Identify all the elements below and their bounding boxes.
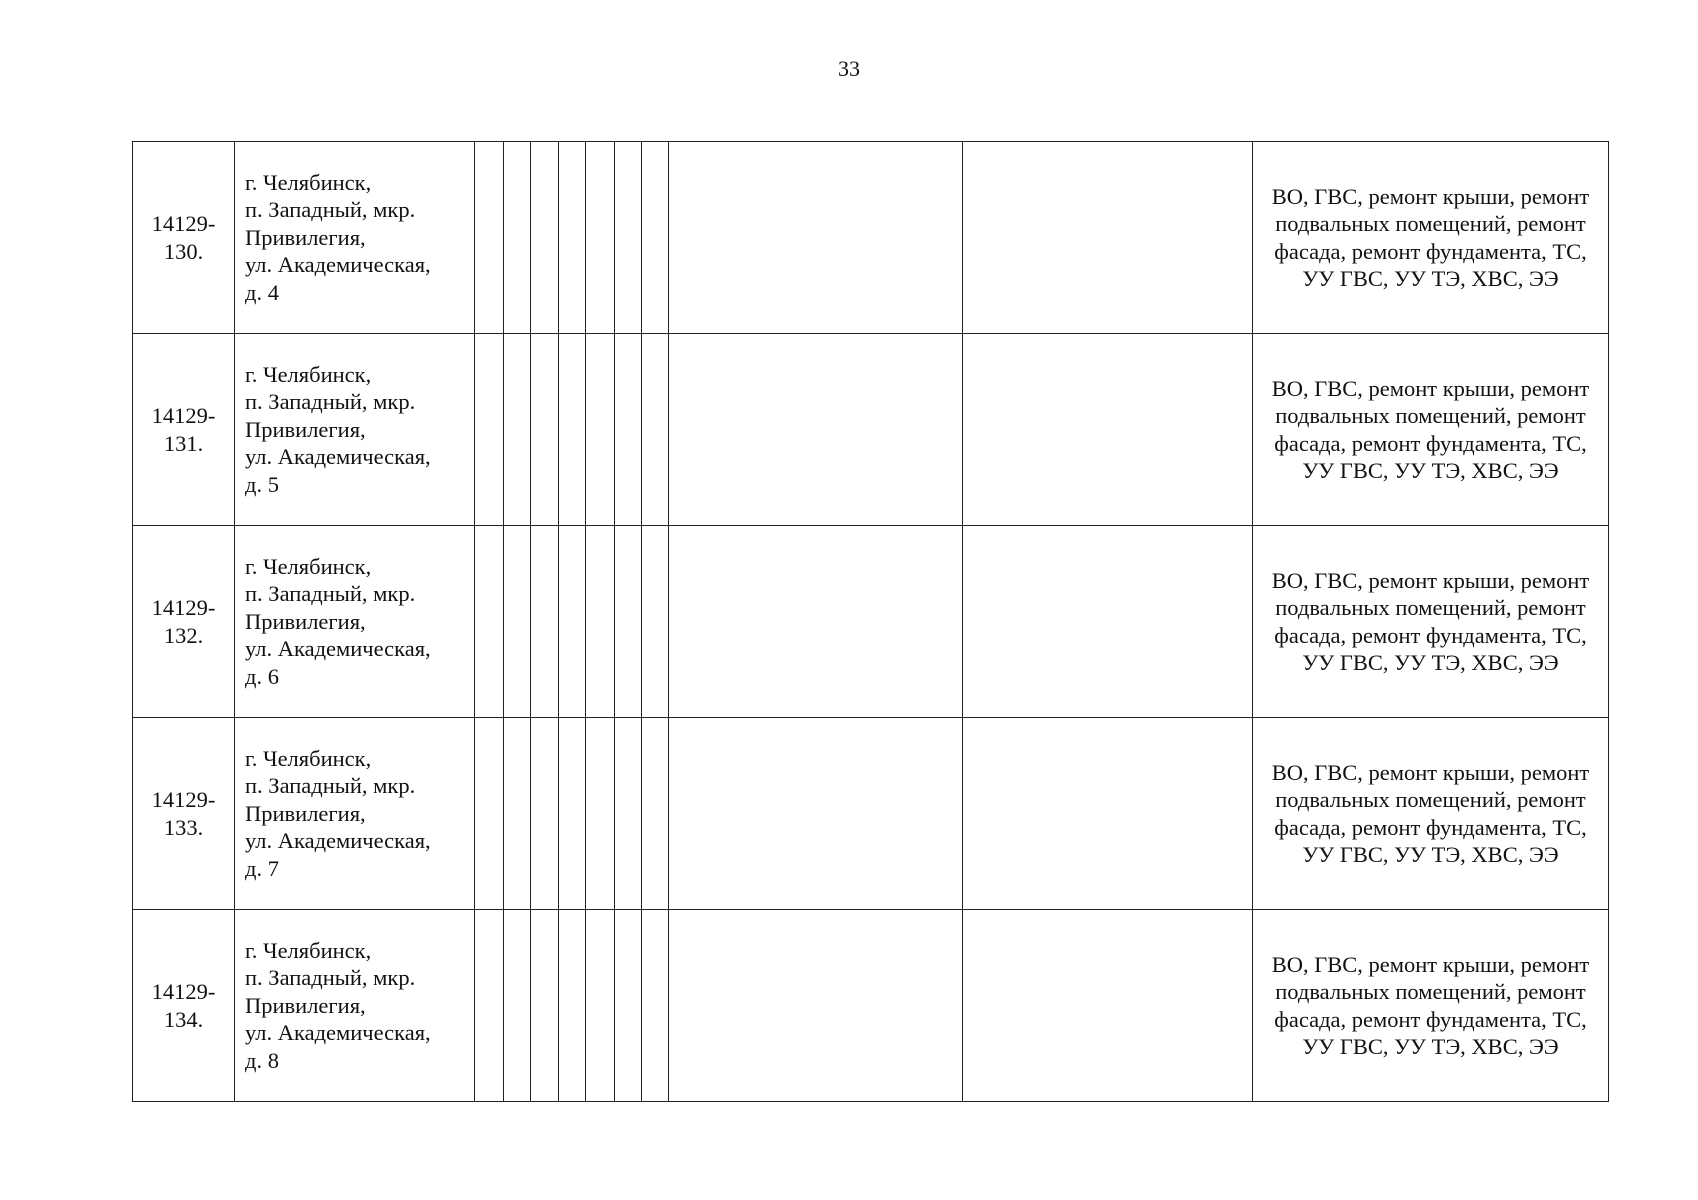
empty-cell	[559, 526, 586, 718]
empty-cell	[559, 718, 586, 910]
row-number-cell	[133, 334, 235, 526]
empty-cell	[504, 718, 531, 910]
empty-cell	[504, 142, 531, 334]
empty-cell	[475, 718, 504, 910]
empty-cell	[615, 526, 642, 718]
row-number: 14129-131.	[151, 403, 216, 456]
empty-cell	[586, 910, 615, 1102]
works-cell: ВО, ГВС, ремонт крыши, ремонт подвальных помещений, ремонт фасада, ремонт фундамента, ТС, УУ ГВС, УУ ТЭ, ХВС, ЭЭ	[1253, 910, 1609, 1102]
empty-cell	[559, 910, 586, 1102]
empty-cell	[531, 718, 559, 910]
table-row	[133, 142, 1609, 334]
table-body	[133, 142, 1609, 1102]
works-cell: ВО, ГВС, ремонт крыши, ремонт подвальных помещений, ремонт фасада, ремонт фундамента, ТС, УУ ГВС, УУ ТЭ, ХВС, ЭЭ	[1253, 334, 1609, 526]
table-row	[133, 910, 1609, 1102]
empty-cell	[504, 526, 531, 718]
works-cell: ВО, ГВС, ремонт крыши, ремонт подвальных помещений, ремонт фасада, ремонт фундамента, ТС, УУ ГВС, УУ ТЭ, ХВС, ЭЭ	[1253, 526, 1609, 718]
table-row	[133, 334, 1609, 526]
empty-cell	[586, 718, 615, 910]
works-cell: ВО, ГВС, ремонт крыши, ремонт подвальных помещений, ремонт фасада, ремонт фундамента, ТС, УУ ГВС, УУ ТЭ, ХВС, ЭЭ	[1253, 142, 1609, 334]
empty-cell	[475, 910, 504, 1102]
empty-cell	[615, 718, 642, 910]
empty-cell	[531, 334, 559, 526]
empty-cell	[642, 526, 669, 718]
address-cell: г. Челябинск, п. Западный, мкр. Привилегия, ул. Академическая, д. 5	[235, 334, 475, 526]
empty-cell	[669, 334, 963, 526]
empty-cell	[963, 910, 1253, 1102]
empty-cell	[475, 526, 504, 718]
empty-cell	[642, 910, 669, 1102]
row-number-cell	[133, 526, 235, 718]
empty-cell	[559, 334, 586, 526]
row-number: 14129-130.	[151, 211, 216, 264]
address-cell: г. Челябинск, п. Западный, мкр. Привилегия, ул. Академическая, д. 6	[235, 526, 475, 718]
works-cell: ВО, ГВС, ремонт крыши, ремонт подвальных помещений, ремонт фасада, ремонт фундамента, ТС, УУ ГВС, УУ ТЭ, ХВС, ЭЭ	[1253, 718, 1609, 910]
row-number: 14129-133.	[151, 787, 216, 840]
empty-cell	[475, 334, 504, 526]
empty-cell	[531, 142, 559, 334]
table-row	[133, 718, 1609, 910]
empty-cell	[531, 910, 559, 1102]
address-cell: г. Челябинск, п. Западный, мкр. Привилегия, ул. Академическая, д. 8	[235, 910, 475, 1102]
empty-cell	[559, 142, 586, 334]
empty-cell	[586, 142, 615, 334]
table-row	[133, 526, 1609, 718]
empty-cell	[963, 526, 1253, 718]
empty-cell	[531, 526, 559, 718]
empty-cell	[504, 910, 531, 1102]
row-number: 14129-132.	[151, 595, 216, 648]
empty-cell	[586, 334, 615, 526]
row-number-cell	[133, 910, 235, 1102]
registry-table	[132, 141, 1609, 1102]
empty-cell	[475, 142, 504, 334]
empty-cell	[642, 334, 669, 526]
empty-cell	[642, 142, 669, 334]
empty-cell	[615, 142, 642, 334]
empty-cell	[669, 526, 963, 718]
row-number-cell	[133, 718, 235, 910]
empty-cell	[586, 526, 615, 718]
empty-cell	[615, 910, 642, 1102]
empty-cell	[504, 334, 531, 526]
empty-cell	[642, 718, 669, 910]
empty-cell	[615, 334, 642, 526]
empty-cell	[963, 142, 1253, 334]
empty-cell	[669, 142, 963, 334]
empty-cell	[963, 334, 1253, 526]
address-cell: г. Челябинск, п. Западный, мкр. Привилегия, ул. Академическая, д. 4	[235, 142, 475, 334]
row-number-cell	[133, 142, 235, 334]
page-number: 33	[838, 56, 860, 81]
empty-cell	[669, 910, 963, 1102]
row-number: 14129-134.	[151, 979, 216, 1032]
empty-cell	[669, 718, 963, 910]
address-cell: г. Челябинск, п. Западный, мкр. Привилегия, ул. Академическая, д. 7	[235, 718, 475, 910]
empty-cell	[963, 718, 1253, 910]
